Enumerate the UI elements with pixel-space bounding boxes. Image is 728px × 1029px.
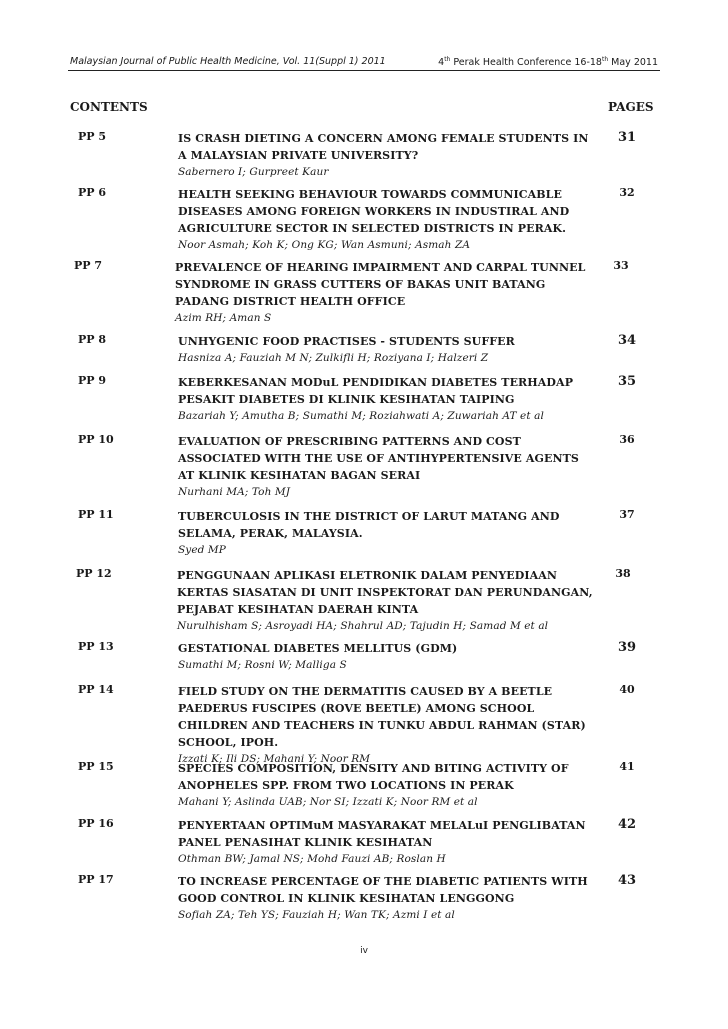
entry-title: TO INCREASE PERCENTAGE OF THE DIABETIC PATIENTS WITH GOOD CONTROL IN KLINIK KESIHATAN LENGGONG Sofiah ZA; Teh YS; Fauziah H; Wan TK; Azmi I et al — [178, 873, 598, 923]
entry-title: UNHYGENIC FOOD PRACTISES - STUDENTS SUFFER Hasniza A; Fauziah M N; Zulkifli H; Roziyana I; Halzeri Z — [178, 333, 598, 366]
entry-authors: Noor Asmah; Koh K; Ong KG; Wan Asmuni; Asmah ZA — [178, 239, 471, 251]
entry-page: 34 — [617, 333, 637, 348]
entry-page: 40 — [619, 683, 635, 696]
entry-title: EVALUATION OF PRESCRIBING PATTERNS AND COST ASSOCIATED WITH THE USE OF ANTIHYPERTENSIVE AGENTS AT KLINIK KESIHATAN BAGAN SERAI Nurhani MA; Toh MJ — [178, 433, 598, 500]
entry-title: TUBERCULOSIS IN THE DISTRICT OF LARUT MATANG AND SELAMA, PERAK, MALAYSIA. Syed MP — [178, 508, 598, 558]
entry-authors: Nurulhisham S; Asroyadi HA; Shahrul AD; Tajudin H; Samad M et al — [177, 620, 549, 632]
entry-authors: Syed MP — [178, 544, 226, 556]
entry-code: PP 9 — [78, 374, 107, 387]
entry-authors: Izzati K; Ili DS; Mahani Y; Noor RM — [178, 753, 371, 765]
page-number: iv — [360, 946, 368, 956]
entry-title: HEALTH SEEKING BEHAVIOUR TOWARDS COMMUNICABLE DISEASES AMONG FOREIGN WORKERS IN INDUSTIRAL AND AGRICULTURE SECTOR IN SELECTED DISTRICTS IN PERAK. Noor Asmah; Koh K; Ong KG; Wan Asmuni; Asmah ZA — [178, 186, 598, 253]
entry-title: PREVALENCE OF HEARING IMPAIRMENT AND CARPAL TUNNEL SYNDROME IN GRASS CUTTERS OF BAKAS UNIT BATANG PADANG DISTRICT HEALTH OFFICE Azim RH; Aman S — [175, 259, 595, 326]
entry-authors: Sabernero I; Gurpreet Kaur — [178, 166, 329, 178]
entry-page: 38 — [615, 567, 631, 580]
entry-page: 42 — [617, 817, 637, 832]
entry-title: FIELD STUDY ON THE DERMATITIS CAUSED BY A BEETLE PAEDERUS FUSCIPES (ROVE BEETLE) AMONG SCHOOL CHILDREN AND TEACHERS IN TUNKU ABDUL RAHMAN (STAR) SCHOOL, IPOH. Izzati K; Ili DS; Mahani Y; Noor RM — [178, 683, 598, 767]
entry-page: 32 — [619, 186, 635, 199]
entry-authors: Mahani Y; Aslinda UAB; Nor SI; Izzati K; Noor RM et al — [178, 796, 478, 808]
entry-page: 43 — [617, 873, 637, 888]
entry-authors: Bazariah Y; Amutha B; Sumathi M; Roziahwati A; Zuwariah AT et al — [178, 410, 544, 422]
pages-heading: PAGES — [608, 100, 654, 114]
entry-code: PP 5 — [78, 130, 107, 143]
entry-title: IS CRASH DIETING A CONCERN AMONG FEMALE STUDENTS IN A MALAYSIAN PRIVATE UNIVERSITY? Sabernero I; Gurpreet Kaur — [178, 130, 598, 180]
entry-code: PP 15 — [78, 760, 114, 773]
entry-code: PP 8 — [78, 333, 107, 346]
conference-name: 4th Perak Health Conference 16-18th May 2011 — [438, 56, 658, 68]
contents-heading: CONTENTS — [70, 100, 148, 114]
entry-code: PP 16 — [78, 817, 114, 830]
entry-code: PP 12 — [76, 567, 112, 580]
entry-page: 35 — [617, 374, 637, 389]
entry-title: KEBERKESANAN MODuL PENDIDIKAN DIABETES TERHADAP PESAKIT DIABETES DI KLINIK KESIHATAN TAIPING Bazariah Y; Amutha B; Sumathi M; Roziahwati A; Zuwariah AT et al — [178, 374, 598, 424]
entry-authors: Othman BW; Jamal NS; Mohd Fauzi AB; Roslan H — [178, 853, 446, 865]
running-header — [68, 48, 660, 71]
entry-code: PP 17 — [78, 873, 114, 886]
entry-page: 39 — [617, 640, 637, 655]
entry-title: SPECIES COMPOSITION, DENSITY AND BITING ACTIVITY OF ANOPHELES SPP. FROM TWO LOCATIONS IN PERAK Mahani Y; Aslinda UAB; Nor SI; Izzati K; Noor RM et al — [178, 760, 598, 810]
entry-code: PP 13 — [78, 640, 114, 653]
entry-title: GESTATIONAL DIABETES MELLITUS (GDM) Sumathi M; Rosni W; Malliga S — [178, 640, 598, 673]
entry-authors: Sofiah ZA; Teh YS; Fauziah H; Wan TK; Azmi I et al — [178, 909, 455, 921]
entry-code: PP 6 — [78, 186, 107, 199]
entry-authors: Sumathi M; Rosni W; Malliga S — [178, 659, 347, 671]
entry-authors: Nurhani MA; Toh MJ — [178, 486, 291, 498]
entry-page: 37 — [619, 508, 635, 521]
entry-page: 33 — [613, 259, 629, 272]
entry-title: PENYERTAAN OPTIMuM MASYARAKAT MELALuI PENGLIBATAN PANEL PENASIHAT KLINIK KESIHATAN Othman BW; Jamal NS; Mohd Fauzi AB; Roslan H — [178, 817, 598, 867]
journal-citation: Malaysian Journal of Public Health Medicine, Vol. 11(Suppl 1) 2011 — [70, 56, 386, 67]
entry-code: PP 14 — [78, 683, 114, 696]
entry-page: 36 — [619, 433, 635, 446]
entry-title: PENGGUNAAN APLIKASI ELETRONIK DALAM PENYEDIAAN KERTAS SIASATAN DI UNIT INSPEKTORAT DAN PERUNDANGAN, PEJABAT KESIHATAN DAERAH KINTA Nurulhisham S; Asroyadi HA; Shahrul AD; Tajudin H; Samad M et al — [177, 567, 597, 634]
entry-page: 41 — [619, 760, 635, 773]
entry-page: 31 — [617, 130, 637, 145]
entry-code: PP 11 — [78, 508, 114, 521]
entry-code: PP 7 — [74, 259, 103, 272]
entry-code: PP 10 — [78, 433, 114, 446]
entry-authors: Azim RH; Aman S — [175, 312, 272, 324]
entry-authors: Hasniza A; Fauziah M N; Zulkifli H; Roziyana I; Halzeri Z — [178, 352, 489, 364]
